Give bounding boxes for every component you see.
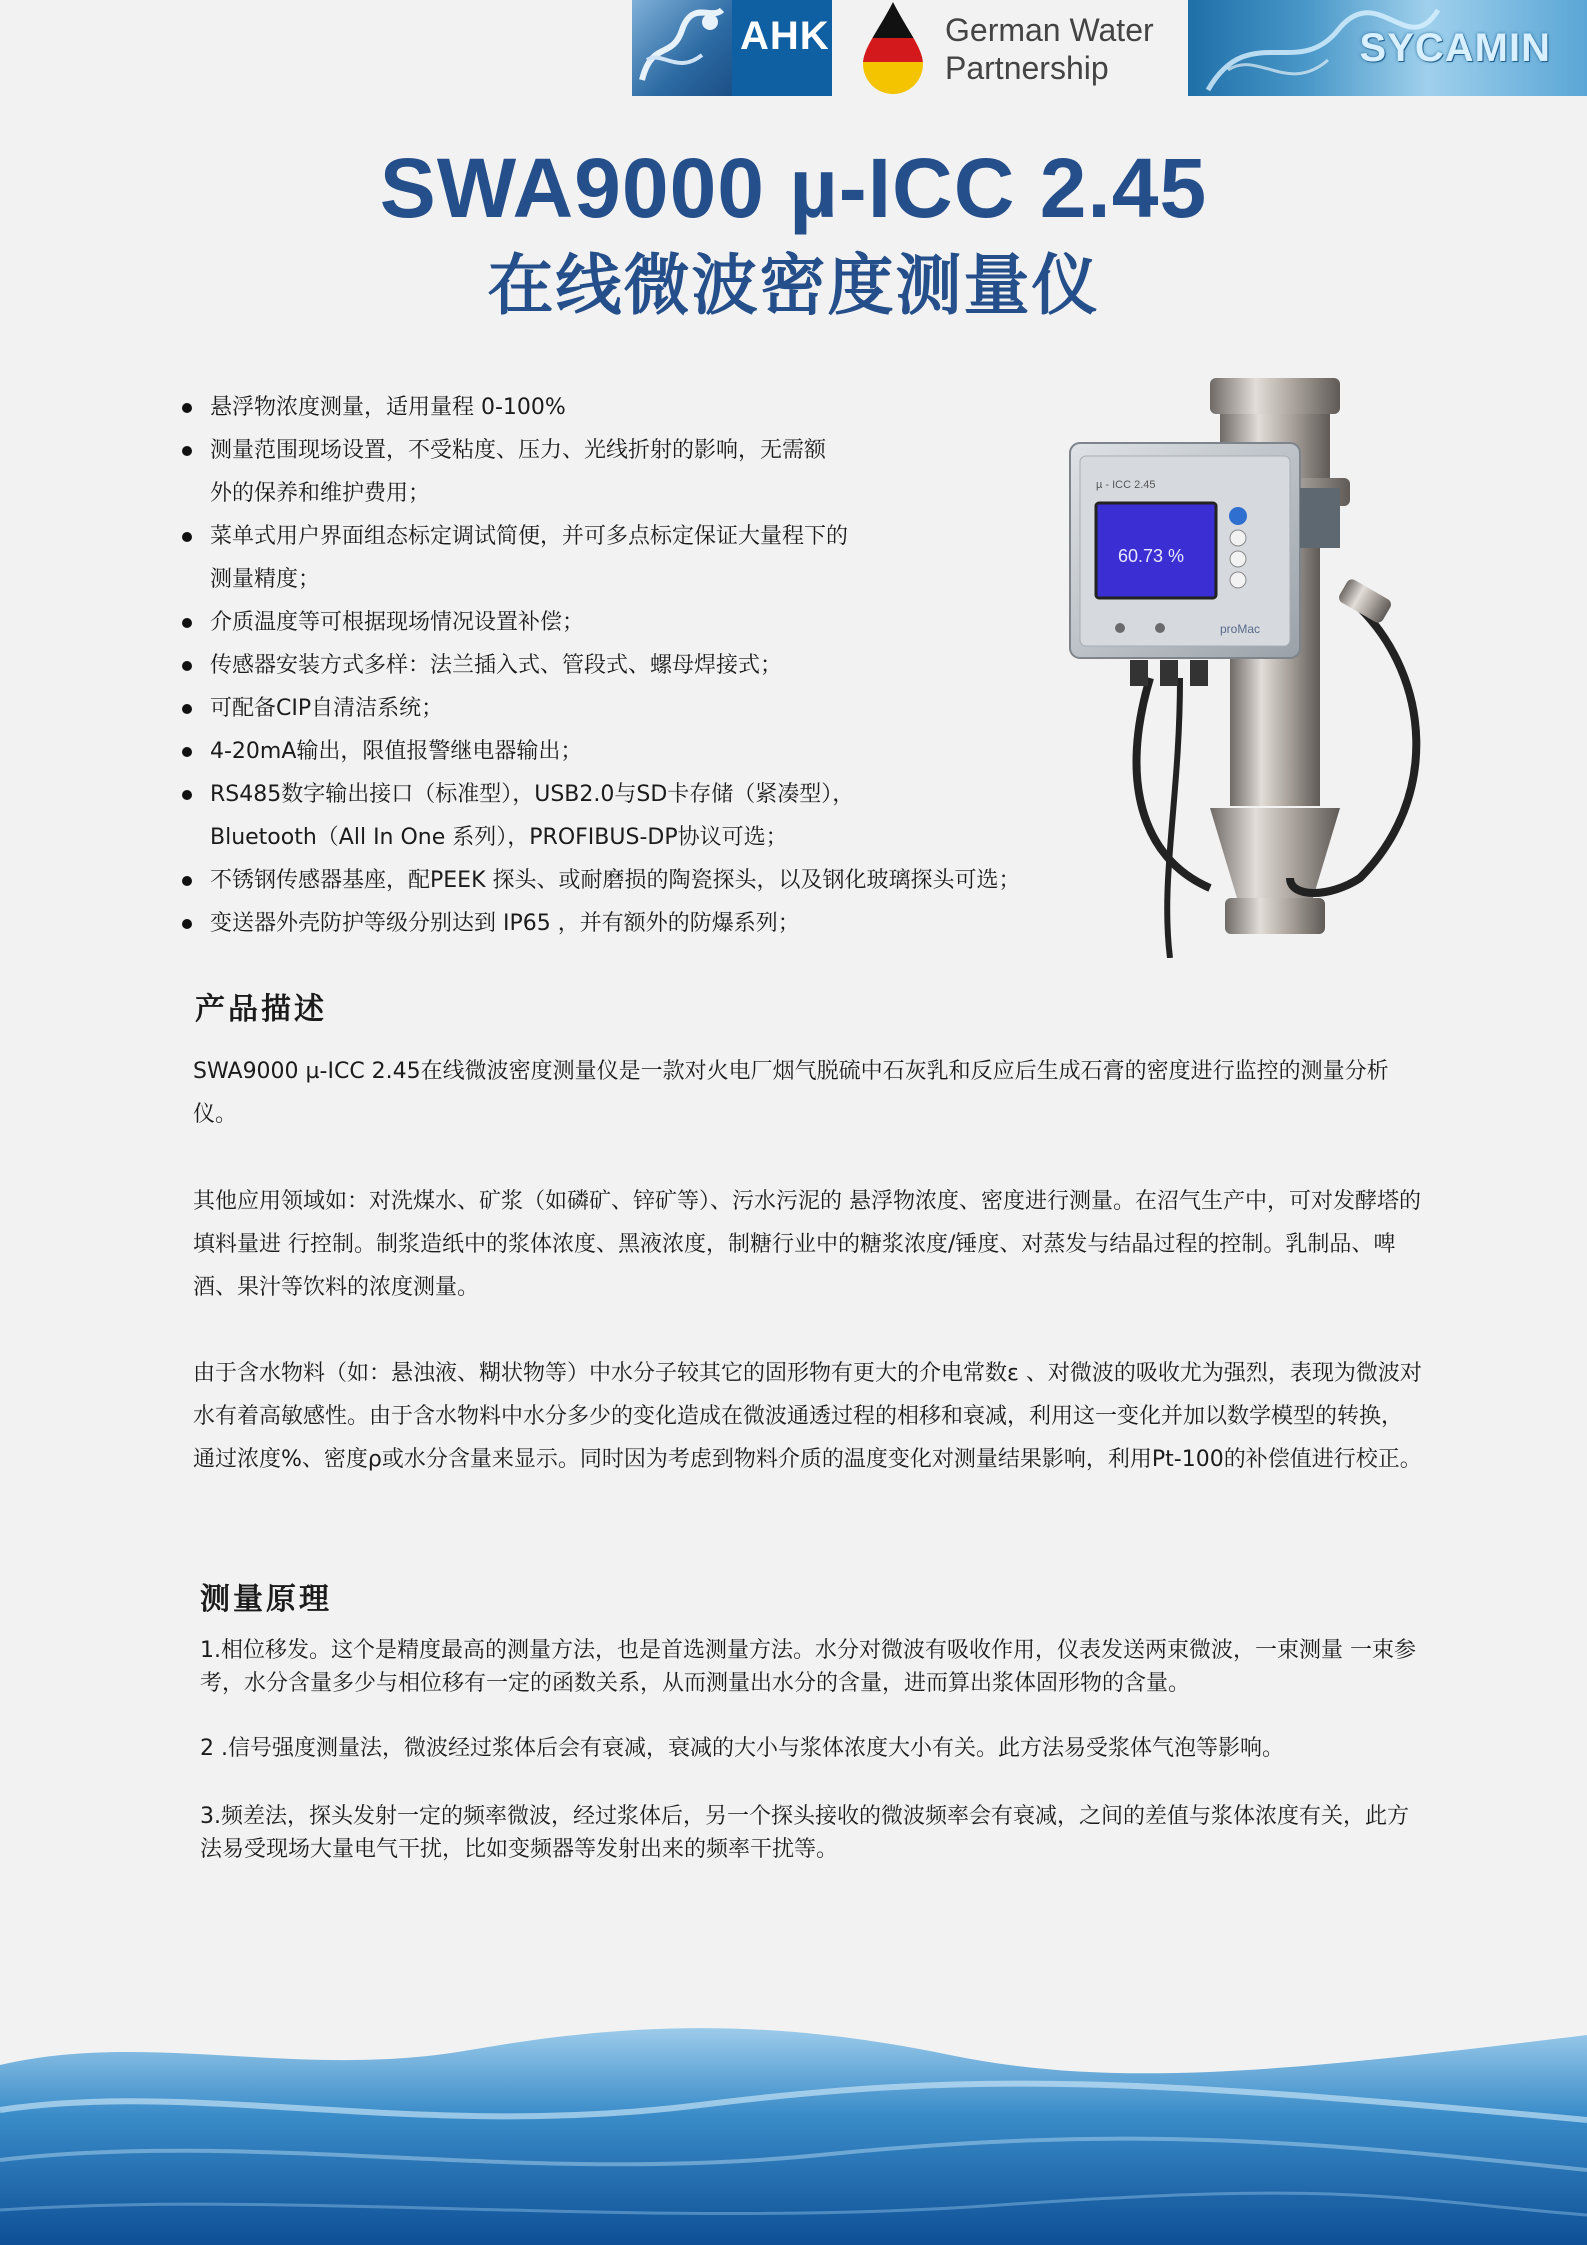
flag-drop-icon [859, 0, 927, 96]
feature-item: 菜单式用户界面组态标定调试简便，并可多点标定保证大量程下的 测量精度； [178, 515, 1078, 601]
description-paragraph: 由于含水物料（如：悬浊液、糊状物等）中水分子较其它的固形物有更大的介电常数ε 、对微波的吸收尤为强烈，表现为微波对水有着高敏感性。由于含水物料中水分多少的变化造成在微波通透过程的相移和衰减，利用这一变化并加以数学模型的转换，通过浓度%、密度ρ或水分含量来显示。同时因为考虑到物料介质的温度变化对测量结果影响，利用Pt-100的补偿值进行校正。 [193, 1361, 1422, 1472]
sycamin-logo-text: SYCAMIN [1359, 26, 1551, 70]
ahk-logo-text: AHK [740, 14, 830, 58]
feature-item: 4-20mA输出，限值报警继电器输出； [178, 730, 1078, 773]
description-title: 产品描述 [195, 992, 327, 1027]
device-model-label: µ - ICC 2.45 [1096, 479, 1156, 491]
feature-item: 悬浮物浓度测量，适用量程 0-100% [178, 386, 1078, 429]
water-wave-decoration [0, 2010, 1587, 2245]
sycamin-logo [1188, 0, 1587, 96]
feature-item: 传感器安装方式多样：法兰插入式、管段式、螺母焊接式； [178, 644, 1078, 687]
feature-item: 变送器外壳防护等级分别达到 IP65 ，并有额外的防爆系列； [178, 902, 1078, 945]
device-reading: 60.73 % [1118, 546, 1185, 566]
gwp-text-line2: Partnership [945, 50, 1109, 86]
gwp-text-line1: German Water [945, 12, 1154, 48]
device-brand: proMac [1220, 622, 1261, 636]
dragon-emblem-icon [632, 0, 732, 96]
ahk-logo [632, 0, 832, 96]
feature-item: RS485数字输出接口（标准型），USB2.0与SD卡存储（紧凑型）， Bluetooth（All In One 系列），PROFIBUS-DP协议可选； [178, 773, 1078, 859]
description-paragraph: SWA9000 µ-ICC 2.45在线微波密度测量仪是一款对火电厂烟气脱硫中石灰乳和反应后生成石膏的密度进行监控的测量分析仪。 [193, 1059, 1389, 1127]
product-title-en: SWA9000 µ-ICC 2.45 [379, 141, 1208, 235]
feature-item: 介质温度等可根据现场情况设置补偿； [178, 601, 1078, 644]
principle-item: 3.频差法，探头发射一定的频率微波，经过浆体后，另一个探头接收的微波频率会有衰减，之间的差值与浆体浓度有关，此方法易受现场大量电气干扰，比如变频器等发射出来的频率干扰等。 [200, 1804, 1409, 1862]
feature-item: 测量范围现场设置，不受粘度、压力、光线折射的影响，无需额 外的保养和维护费用； [178, 429, 1078, 515]
principle-item: 2 .信号强度测量法，微波经过浆体后会有衰减，衰减的大小与浆体浓度大小有关。此方法易受浆体气泡等影响。 [200, 1736, 1284, 1761]
description-paragraph: 其他应用领域如：对洗煤水、矿浆（如磷矿、锌矿等）、污水污泥的 悬浮物浓度、密度进行测量。在沼气生产中，可对发酵塔的填料量进 行控制。制浆造纸中的浆体浓度、黑液浓度，制糖行业中的糖浆浓度/锤度、对蒸发与结晶过程的控制。乳制品、啤酒、果汁等饮料的浓度测量。 [193, 1189, 1421, 1300]
principle-title: 测量原理 [200, 1582, 332, 1617]
product-title-cn: 在线微波密度测量仪 [487, 247, 1100, 324]
feature-item: 可配备CIP自清洁系统； [178, 687, 1078, 730]
german-water-partnership-logo [855, 0, 1175, 96]
principle-item: 1.相位移发。这个是精度最高的测量方法，也是首选测量方法。水分对微波有吸收作用，仪表发送两束微波，一束测量 一束参考，水分含量多少与相位移有一定的函数关系，从而测量出水分的含量，进而算出浆体固形物的含量。 [200, 1638, 1416, 1696]
feature-list [178, 386, 1078, 945]
feature-item: 不锈钢传感器基座，配PEEK 探头、或耐磨损的陶瓷探头，以及钢化玻璃探头可选； [178, 859, 1078, 902]
product-image [1060, 378, 1460, 958]
